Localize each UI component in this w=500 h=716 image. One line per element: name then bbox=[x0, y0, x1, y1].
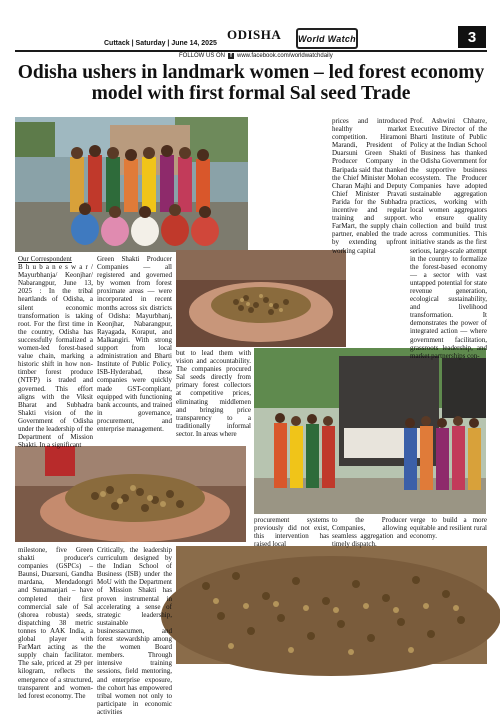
article-column-5c bbox=[410, 516, 487, 544]
follow-line bbox=[179, 53, 333, 59]
masthead-rule bbox=[15, 50, 487, 52]
article-text-col4c: to the Producer Companies, allowing seamless aggregation and timely dispatch. bbox=[332, 516, 407, 549]
facebook-icon: f bbox=[230, 53, 233, 59]
byline: Our Correspondent bbox=[18, 255, 72, 263]
facebook-link[interactable]: www.facebook.com/worldwatchdaily bbox=[237, 53, 333, 59]
article-column-2b bbox=[97, 546, 172, 716]
article-column-4c bbox=[332, 516, 407, 549]
article-text-col3b: prices and introduced healthy market competition. Hiramoni Marandi, President of Duarsuni Green Shakti Producer Company in Baripada said that thanked the Chief Minister Mohan Charan Majhi and Deputy Chief Minister Pravati Parida for the Subhadra incentive and regular training and support. FarMart, the supply chain partner, enabled the trade by extending upfront working capital bbox=[332, 117, 407, 255]
article-text-col3a: but to lead them with vision and accountability. The companies procured Sal seeds directly from primary forest collectors at competitive prices, eliminating middlemen and bringing price transparency to a traditionally informal sector. In areas where bbox=[176, 349, 251, 438]
article-column-1b bbox=[18, 546, 93, 710]
article-column-3c bbox=[254, 516, 329, 549]
women-near-truck-photo bbox=[254, 348, 486, 514]
hand-holding-seeds-photo bbox=[15, 446, 246, 542]
article-column-4a bbox=[410, 117, 487, 360]
group-photo bbox=[15, 117, 248, 252]
article-text-col2b: Critically, the leadership curriculum designed by the Indian School of Business (ISB) under the MoU with the Department of Mission Shakti has proven instrumental in accelerating a sense of strategic leadership, sustainable businessacumen, and forest stewardship among the women Board members. Through intensive training sessions, field mentoring, and enterprise exposure, the cohort has empowered tribal women not only to participate in economic activities bbox=[97, 546, 172, 716]
hands-holding-seeds-photo bbox=[176, 250, 346, 347]
page-number: 3 bbox=[458, 26, 486, 48]
section-title: ODISHA bbox=[227, 27, 282, 42]
article-text-col3c: procurement systems previously did not exist, this intervention has raised local bbox=[254, 516, 329, 549]
follow-label: FOLLOW US ON bbox=[179, 53, 226, 59]
headline: Odisha ushers in landmark women – led forest economy model with first formal Sal seed Trade bbox=[17, 62, 485, 104]
article-text-col5c: verge to build a more equitable and resilient rural economy. bbox=[410, 516, 487, 541]
article-text-col4a: Prof. Ashwini Chhatre, Executive Director of the Bharti Institute of Public Policy at the Indian School of Business has thanked the Odisha Government for the supportive business ecosystem. The Producer Companies have adopted sustainable aggregation practices, working with local women aggregators who ensure quality collection and build trust across communities. This initiative stands as the first serious, large-scale attempt in the country to formalize the forest-based economy — a sector with vast untapped potential for state revenue generation, ecological sustainability, and livelihood transformation. It demonstrates the power of integrated action — where government facilitation, grassroots leadership, and market partnerships con- bbox=[410, 117, 487, 360]
article-text-col1a: B h u b a n e s w a r / Mayurbhanja/ Keonjhar/ Nabarangpur, June 13, 2025 : In the tribal heartlands of Odisha, a silent economic transformation is taking root. For the first time in the country, Odisha has successfully formalized a women-led forest-based value chain, marking a historic shift in how non-timber forest produce (NTFP) is traded and governed. This effort aligns with the Viksit Bharat and Subhadra Shakti vision of the Government of Odisha under the leadership of the Department of Mission Shakti. In a significant bbox=[18, 263, 93, 450]
article-column-2a bbox=[97, 255, 172, 445]
newspaper-logo: World Watch bbox=[296, 28, 358, 49]
sal-seed-pile-photo bbox=[176, 546, 487, 664]
article-text-col1b: milestone, five Green shakti producer's companies (GSPCs) – Baunsi, Duarsuni, Gandha mardana, Mendadongri and Sunamanjari – have completed their first commercial sale of Sal (shorea robusta) seeds, dispatching 38 metric tonnes to AAK India, a global player with FarMart acting as the supply chain facilitator. The sale, priced at 29 per kilogram, reflects the emergence of a structured, transparent and women-led forest economy. The bbox=[18, 546, 93, 700]
article-column-1a bbox=[18, 255, 93, 450]
article-text-col2a: Green Shakti Producer Companies — all registered and governed by women from forest proximate areas — were incorporated in recent months across six districts of Odisha: Mayurbhanj, Keonjhar, Nabarangpur, Rayagada, Koraput, and Malkangiri. With strong support from local administration and Bharti Institute of Public Policy, ISB-Hyderabad, these companies were quickly made GST-compliant, equipped with functioning bank accounts, and trained in governance, procurement, and enterprise management. bbox=[97, 255, 172, 433]
article-column-3b bbox=[332, 117, 407, 255]
issue-date: Cuttack | Saturday | June 14, 2025 bbox=[104, 40, 217, 47]
article-column-3a bbox=[176, 349, 251, 445]
